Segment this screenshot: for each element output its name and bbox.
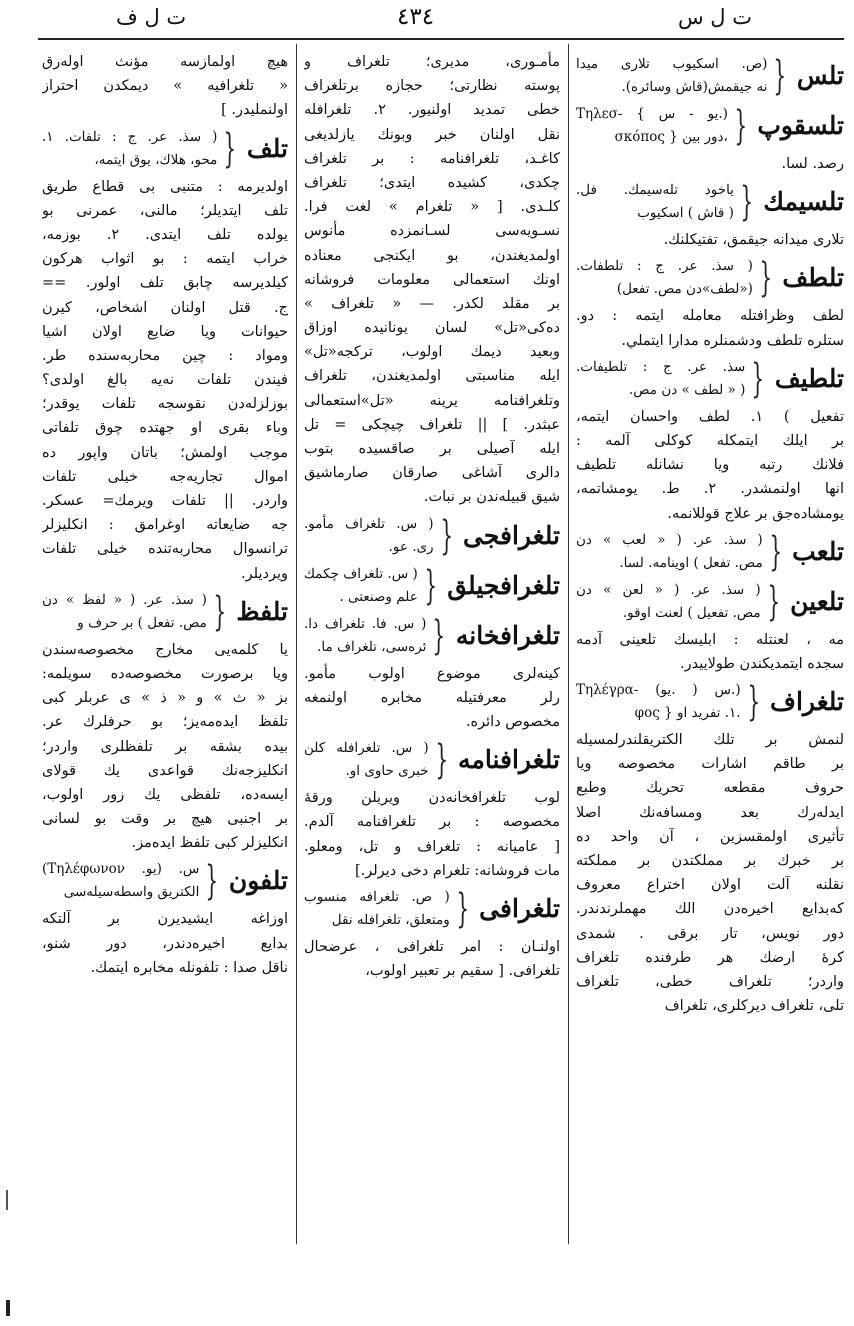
text-line: يومشادەجق بر علاج قوللانمه.	[667, 505, 844, 522]
entry-headword: تلغرافجيلق	[447, 570, 560, 600]
text-line: كەبدايع اخيرەدن الك مهملرندندر.	[576, 901, 844, 918]
entry-definition	[576, 356, 745, 402]
dictionary-entry	[576, 678, 844, 726]
text-line: تلف ايتديلر؛ مالنی، عمرنی بو	[42, 202, 288, 219]
text-line: فلانك رتبه ويا نشانله تلطيف	[576, 457, 844, 474]
text-line: لوب تلغرافخانەدن ويريلن ورقهٔ	[304, 790, 560, 807]
entry-brace: {	[424, 562, 437, 609]
dictionary-entry	[304, 885, 560, 933]
text-line: (ص. اسكيوب تلاری ميدا	[576, 56, 768, 72]
entry-brace: {	[734, 103, 747, 149]
entry-body	[576, 152, 844, 176]
dictionary-entry	[304, 736, 560, 784]
entry-definition	[576, 179, 734, 225]
text-line: (Τηλέφωνον .يو) .س	[42, 861, 200, 878]
text-line: خراب ايتمه : بو اثواب هركون	[42, 251, 288, 268]
text-line: مخصوص دائره.	[465, 713, 560, 730]
text-line: رصد. لسا.	[781, 156, 844, 172]
entry-body	[576, 304, 844, 352]
text-line: لنمش بر تلك الكتريقلندرلمسيله	[576, 732, 844, 749]
entry-brace: {	[751, 355, 765, 402]
text-line: («لطف»دن مص. تفعل)	[616, 281, 753, 298]
text-line: دەكی«تل» لسان يونانيده اوزاق	[304, 320, 560, 337]
text-line: ترانسوال محاربەتنده خيلی تلفات	[42, 541, 288, 558]
text-line: موجب اولمش؛ باتان واپور ده	[42, 444, 288, 461]
entry-brace: {	[773, 53, 787, 99]
text-line: بر خبرك بر مملكتدن بر مملكته	[576, 853, 844, 869]
text-line: بدايع اخيرەدندر، دور شنو،	[42, 935, 288, 952]
dictionary-entry	[576, 52, 844, 100]
entry-headword: تلطف	[782, 263, 844, 293]
text-line: ستلره تلطف ودشمنلره مدارا ايتملي.	[621, 332, 844, 349]
entry-headword: تلسيمك	[763, 187, 844, 217]
text-line: وباء بقری او جهتده چوق تلفاتی	[42, 420, 288, 437]
text-line: ( سذ. عر. ( « لعب » دن	[576, 531, 763, 548]
entry-headword: تلغرافخانه	[455, 620, 560, 650]
entry-definition	[576, 679, 741, 725]
dictionary-column-right	[576, 50, 844, 1240]
entry-brace: {	[456, 885, 469, 932]
entry-definition	[304, 737, 429, 783]
text-line: هيچ اولمازسه مؤنث اولەرق	[42, 54, 288, 70]
dictionary-entry	[576, 578, 844, 626]
entry-headword: تلطيف	[774, 363, 844, 393]
text-line: يا كلمەيی مخارج مخصوصەسندن	[42, 641, 288, 658]
text-line: رلر معرفتيله مخابره اولنمغه	[304, 689, 560, 706]
text-line: محو، هلاك، يوق ايتمه،	[94, 151, 218, 168]
entry-definition	[304, 613, 426, 659]
text-line: واردر؛ تلغراف خطی، تلغراف	[576, 973, 844, 990]
entry-definition	[304, 513, 434, 559]
text-line: الكتريق واسطەسيلەسی	[63, 884, 200, 901]
entry-definition	[42, 589, 207, 635]
entry-brace: {	[439, 512, 453, 559]
text-line: انها اولنمشدر. ٢. ط. يومشاتمه،	[576, 481, 844, 498]
entry-body	[304, 50, 560, 510]
text-line: خطی تمديد اولنيور. ٢. تلغرافله	[304, 102, 560, 119]
entry-brace: {	[769, 528, 782, 575]
text-line: ( سذ. عر. ج : تلفات. ١.	[42, 128, 218, 145]
text-line: نقل اولنان خبر وبونك يازلديغی	[304, 126, 560, 143]
text-line: پوسته نظارتی؛ حجازه برتلغراف	[304, 78, 560, 95]
text-line: مخصوصه : بر تلغرافنامه آلدم.	[304, 814, 560, 831]
entry-body	[42, 175, 288, 586]
entry-headword: تلعين	[790, 586, 844, 616]
text-line: ويرديلر.	[241, 565, 288, 582]
entry-definition	[304, 563, 418, 609]
entry-headword: تلفظ	[236, 596, 288, 626]
entry-definition	[576, 255, 753, 301]
text-line: خبری حاوی او.	[345, 763, 429, 780]
text-line: بر طاقم اشارات مخصوصه ويا	[576, 756, 844, 773]
dictionary-entry	[304, 612, 560, 660]
entry-body	[42, 907, 288, 980]
entry-body	[304, 662, 560, 735]
entry-body	[42, 638, 288, 856]
text-line: تلاری ميدانه جيقمق، تفتيكلنك.	[663, 232, 844, 249]
entry-headword: تلغرافی	[479, 893, 560, 923]
text-line: علم وصنعتی .	[339, 588, 418, 605]
column-divider	[568, 44, 569, 1244]
page-header	[0, 0, 854, 40]
entry-brace: {	[434, 737, 448, 784]
entry-headword: تلفون	[228, 866, 288, 896]
dictionary-entry	[576, 254, 844, 302]
text-line: عبثدر. ] || تلغراف چيچكی = تل	[304, 416, 560, 433]
text-line: جه ضايعاته اوغرامق : انكليزلر	[42, 517, 288, 534]
text-line: وتلغرافنامه يرينه «تل»استعمالی	[304, 392, 560, 409]
dictionary-column-middle	[304, 50, 560, 1240]
text-line: ( س. فا. تلغراف دا.	[304, 615, 427, 632]
text-line: ايله آصيلی بر صاقسيده بتوب	[304, 441, 560, 457]
entry-definition	[576, 529, 763, 575]
dictionary-entry	[42, 588, 288, 636]
header-rule	[38, 38, 844, 40]
text-line: حيوانات ويا ضايع اولان اشيا	[42, 323, 288, 340]
text-line: واردر. || تلفات ويرمك= عسكر.	[42, 493, 288, 509]
text-line: مه ، لعنتله : ابليسك تلعينی آدمه	[576, 631, 844, 648]
entry-brace: {	[746, 679, 760, 726]
dictionary-entry	[42, 857, 288, 905]
text-line: كينەلری موضوع اولوب مأمو.	[304, 665, 560, 682]
entry-brace: {	[432, 612, 446, 659]
entry-headword: تلغراف	[770, 687, 844, 717]
entry-headword: تلف	[246, 133, 288, 163]
entry-definition	[576, 103, 728, 149]
dictionary-entry	[576, 528, 844, 576]
text-line: چكدی، كشيده ايتدی؛ تلغراف	[304, 174, 560, 191]
text-line: بر اجنبی هيچ بر وقت بو لسانی	[42, 811, 288, 828]
text-line: بز « ث » و « ذ » ی عربلر كبی	[42, 690, 288, 707]
text-line: اموال تجاريەجه خيلی تلفات	[42, 468, 288, 485]
margin-mark	[6, 1190, 8, 1210]
text-line: حروف مقطعه تحريك وطبع	[576, 780, 844, 797]
text-line: ايدلەرك بعد ومسافەنك اصلا	[576, 804, 844, 821]
text-line: اولنمليدر. ]	[221, 102, 288, 119]
dictionary-column-left	[42, 50, 288, 1240]
entry-body	[576, 228, 844, 252]
entry-headword: تلغرافجی	[463, 520, 560, 550]
text-line: σκόπος } دور بين،	[614, 129, 728, 145]
text-line: كلـدی. [ « تلغرام » لغت فرا.	[304, 199, 560, 216]
text-line: تفعيل ) ١. لطف واحسان ايتمه،	[576, 408, 844, 425]
text-line: يولده تلف ايتدی. ٢. بوزمه،	[42, 226, 288, 243]
dictionary-entry	[304, 512, 560, 560]
text-line: ( سذ. عر. ج : تلطفات.	[576, 258, 753, 275]
text-line: بوزلزلەدن نقوسجه تلفات يوقدر؛	[42, 396, 288, 413]
column-divider	[296, 44, 297, 1244]
text-line: نه جيقمش(قاش وسائره).	[621, 79, 768, 95]
text-line: بر مقلد لكدر. — « تلغراف »	[304, 295, 560, 312]
entry-body	[576, 405, 844, 526]
entry-brace: {	[205, 858, 219, 905]
entry-body	[304, 786, 560, 883]
text-line: تلی، تلغراف ديركلری، تلغراف	[664, 998, 844, 1015]
text-line: اولنـان : امر تلغرافی ، عرضحال	[304, 938, 560, 955]
entry-definition	[42, 858, 199, 904]
entry-body	[576, 728, 844, 1018]
text-line: مص. تفعل ) بر حرف و	[77, 614, 207, 631]
text-line: ويا برصورت مخصوصەده سويلمه:	[42, 665, 288, 682]
entry-body	[304, 935, 560, 983]
entry-headword: تلغرافنامه	[458, 745, 560, 775]
text-line: ايسەده، تلفظی يك زور اولوب،	[42, 786, 288, 803]
text-line: ( سذ. عر. ( « لفظ » دن	[42, 591, 207, 608]
entry-brace: {	[767, 578, 780, 625]
text-line: مص. تفعيل ) لعنت اوقو.	[622, 604, 761, 621]
entry-definition	[576, 53, 767, 99]
text-line: دالری آشاغی صارقان صارماشيق	[304, 465, 560, 482]
entry-brace: {	[213, 588, 227, 635]
entry-definition	[42, 126, 217, 172]
text-line: انكليزلر كبی تلفظ ايدەمز.	[131, 835, 288, 852]
text-line: دور نويس، تار برقی . شمدی	[576, 925, 844, 942]
text-line: ( قاش ) اسكيوب	[637, 205, 734, 222]
text-line: بر ايلك ايتمكله كوكلی آلمه :	[576, 432, 844, 449]
text-line: Τηλέγρα- (يو. ) س.)	[576, 682, 741, 699]
entry-brace: {	[223, 125, 237, 172]
text-line: لطف وظرافتله معامله ايتمه : دو.	[576, 308, 844, 325]
text-line: [ عاميانه : تلغراف و تل، ومعلو.	[304, 838, 560, 855]
text-line: كيلديرسه چابق تلف اولور. ==	[42, 275, 288, 292]
text-line: اوزاغه ايشيديرن بر آلتكه	[42, 911, 288, 928]
dictionary-entry	[576, 178, 844, 226]
text-line: ومواد : چين محاربەسنده طر.	[42, 347, 288, 364]
text-line: كرهٔ ارضك هر طرفنده تلغراف	[576, 949, 844, 966]
text-line: سذ. عر. ج : تلطيفات.	[576, 358, 746, 375]
text-line: ( « لطف » دن مص.	[628, 381, 746, 398]
text-line: بيده بشقه بر تلفظلری واردر؛	[42, 738, 288, 755]
text-line: نسـويەسی لسـانمزده مأنوس	[304, 223, 560, 240]
text-line: ومتعلق، تلغرافله نقل	[331, 911, 450, 928]
entry-body	[576, 628, 844, 676]
text-line: اونك استعمالی معلومات فروشانه	[304, 271, 560, 288]
entry-body	[42, 50, 288, 123]
dictionary-entry	[576, 355, 844, 403]
text-line: ياخود تلەسيمك. فل.	[576, 182, 734, 199]
dictionary-entry	[304, 562, 560, 610]
text-line: اولديرمه : متنبی بی قطاع طريق	[42, 178, 288, 195]
entry-definition	[304, 886, 450, 932]
entry-headword: تلسقوپ	[757, 111, 844, 140]
page-number: ٤٣٤	[397, 4, 435, 30]
entry-headword: تلس	[796, 61, 844, 90]
text-line: φος } ١. تفريد او.	[634, 705, 741, 722]
text-line: مات فروشانه: تلغرام دخی دیرلر.]	[355, 862, 560, 879]
margin-mark	[6, 1300, 10, 1316]
text-line: شيق قبيلەندن بر نبات.	[423, 489, 560, 506]
header-guide-right: ت ل س	[678, 5, 753, 29]
text-line: نقلنه آلت اولان اختراع معروف	[576, 877, 844, 894]
text-line: تأثيری اولمقسزين ، آن واحد ده	[576, 828, 844, 845]
text-line: تلغرافی. [ سقيم بر تعبير اولوب،	[365, 963, 560, 980]
text-line: سجده ايتمديكندن طولاييدر.	[680, 655, 844, 672]
text-line: ئرەسی، تلغراف ما.	[317, 638, 427, 655]
text-line: مص. تفعل ) اوينامه. لسا.	[619, 554, 763, 571]
header-guide-left: ت ل ف	[116, 5, 187, 29]
text-line: ( س. تلغراف چكمك	[304, 565, 418, 582]
text-line: ( سذ. عر. ( « لعن » دن	[576, 581, 761, 598]
text-line: فيندن تلفات نەيه بالغ اولدی؟	[42, 372, 288, 389]
text-line: وبعيد ديمك اولوب، تركجه«تل»	[304, 344, 560, 361]
dictionary-entry	[576, 102, 844, 150]
entry-headword: تلعب	[792, 536, 844, 566]
text-line: تلفظ ايدەمەيز؛ بو حرفلرك عر.	[42, 714, 288, 731]
text-line: اولمديغندن، بو ايكنجی معناده	[304, 247, 560, 264]
text-line: ج. قتل اولنان اشخاص، كيرن	[42, 299, 288, 316]
text-line: ری. عو.	[388, 538, 434, 555]
dictionary-entry	[42, 125, 288, 173]
text-line: ناقل صدا : تلفونله مخابره ايتمك.	[90, 959, 288, 976]
text-line: ايله مناسبتی اولمديغندن، تلغراف	[304, 368, 560, 385]
text-line: ( س. تلغرافله كلن	[304, 740, 429, 757]
entry-brace: {	[759, 255, 773, 302]
text-line: « تلغرافيه » ديمكدن احتراز	[42, 78, 288, 95]
entry-definition	[576, 579, 761, 625]
text-line: مأمـوری، مديری؛ تلغراف و	[304, 54, 560, 70]
text-line: انكليزجەنك قواعدی يك قولای	[42, 762, 288, 779]
entry-brace: {	[740, 179, 754, 226]
text-line: كاغـد، تلغرافنامه : بر تلغراف	[304, 150, 560, 167]
text-line: ( ص. تلغرافه منسوب	[304, 888, 450, 905]
text-line: ( س. تلغراف مأمو.	[304, 515, 434, 532]
text-line: Τηλεσ- { يو - س.)	[576, 106, 728, 122]
